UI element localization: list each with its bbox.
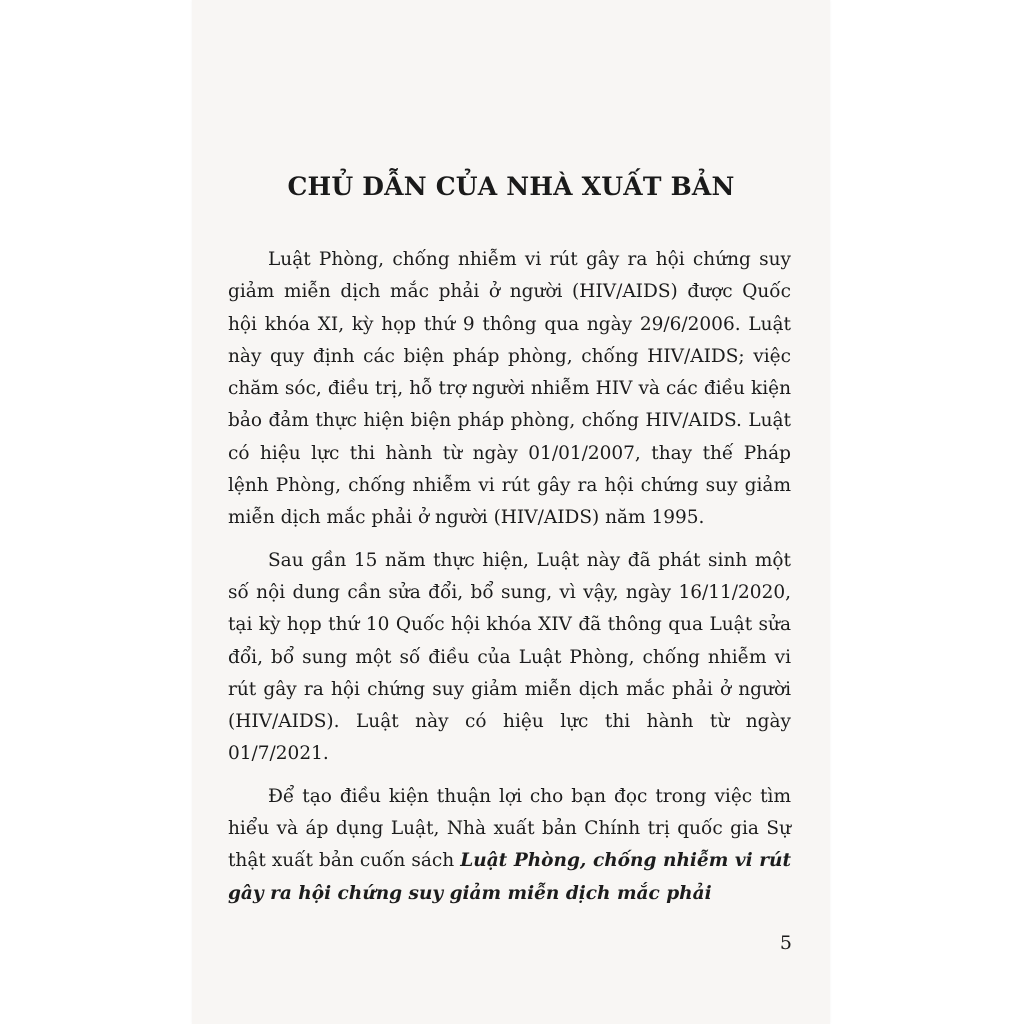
page-number: 5	[779, 932, 792, 954]
page-title: CHỦ DẪN CỦA NHÀ XUẤT BẢN	[287, 172, 735, 201]
paragraph-3-text: Để tạo điều kiện thuận lợi cho bạn đọc trong việc tìm hiểu và áp dụng Luật, Nhà xuất bản Chính trị quốc gia Sự thật xuất bản cuốn sách	[228, 785, 791, 872]
book-title-emphasis: Luật Phòng, chống nhiễm vi rút gây ra hội chứng suy giảm miễn dịch mắc phải	[228, 850, 791, 904]
book-page	[192, 0, 830, 1024]
body-text	[228, 244, 791, 910]
paragraph-3	[228, 781, 791, 910]
paragraph-2: Sau gần 15 năm thực hiện, Luật này đã phát sinh một số nội dung cần sửa đổi, bổ sung, vì vậy, ngày 16/11/2020, tại kỳ họp thứ 10 Quốc hội khóa XIV đã thông qua Luật sửa đổi, bổ sung một số điều của Luật Phòng, chống nhiễm vi rút gây ra hội chứng suy giảm miễn dịch mắc phải ở người (HIV/AIDS). Luật này có hiệu lực thi hành từ ngày 01/7/2021.	[228, 549, 791, 765]
paragraph-1: Luật Phòng, chống nhiễm vi rút gây ra hội chứng suy giảm miễn dịch mắc phải ở người (HIV/AIDS) được Quốc hội khóa XI, kỳ họp thứ 9 thông qua ngày 29/6/2006. Luật này quy định các biện pháp phòng, chống HIV/AIDS; việc chăm sóc, điều trị, hỗ trợ người nhiễm HIV và các điều kiện bảo đảm thực hiện biện pháp phòng, chống HIV/AIDS. Luật có hiệu lực thi hành từ ngày 01/01/2007, thay thế Pháp lệnh Phòng, chống nhiễm vi rút gây ra hội chứng suy giảm miễn dịch mắc phải ở người (HIV/AIDS) năm 1995.	[228, 249, 791, 529]
